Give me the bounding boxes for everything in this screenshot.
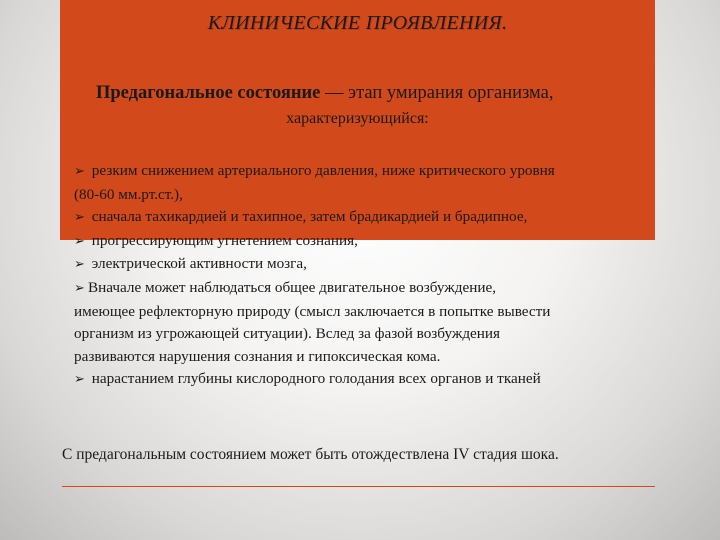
list-item: ➢ нарастанием глубины кислородного голодания всех органов и тканей bbox=[74, 368, 664, 392]
lead-rest: — этап умирания организма, bbox=[320, 83, 554, 103]
lead-term: Предагональное состояние bbox=[96, 83, 321, 103]
list-item: ➢ прогрессирующим угнетением сознания, bbox=[74, 230, 664, 254]
lead-line bbox=[96, 83, 553, 104]
list-item: имеющее рефлекторную природу (смысл заключается в попытке вывести bbox=[74, 302, 551, 320]
list-item: ➢ сначала тахикардией и тахипное, затем брадикардией и брадипное, bbox=[74, 206, 664, 230]
arrow-bullet-icon: ➢ bbox=[74, 164, 85, 179]
arrow-bullet-icon: ➢ bbox=[74, 233, 85, 249]
list-item: ➢ электрической активности мозга, bbox=[74, 253, 664, 277]
divider bbox=[62, 486, 655, 487]
arrow-bullet-icon: ➢ bbox=[74, 372, 85, 388]
list-item: (80-60 мм.рт.ст.), bbox=[74, 185, 183, 203]
arrow-bullet-icon: ➢ bbox=[74, 210, 85, 226]
list-item: организм из угрожающей ситуации). Вслед за фазой возбуждения bbox=[74, 325, 501, 343]
list-item: ➢ Вначале может наблюдаться общее двигательное возбуждение, bbox=[74, 277, 664, 301]
arrow-bullet-icon: ➢ bbox=[74, 280, 85, 296]
arrow-bullet-icon: ➢ bbox=[74, 257, 85, 273]
list-item: развиваются нарушения сознания и гипоксическая кома. bbox=[74, 347, 441, 365]
list-item: ➢ резким снижением артериального давления, ниже критического уровня bbox=[74, 160, 664, 184]
slide-title: КЛИНИЧЕСКИЕ ПРОЯВЛЕНИЯ. bbox=[207, 12, 508, 34]
footer-note: С предагональным состоянием может быть отождествлена IV стадия шока. bbox=[62, 446, 559, 463]
lead-line-2: характеризующийся: bbox=[286, 110, 429, 127]
symptom-list bbox=[74, 160, 664, 392]
